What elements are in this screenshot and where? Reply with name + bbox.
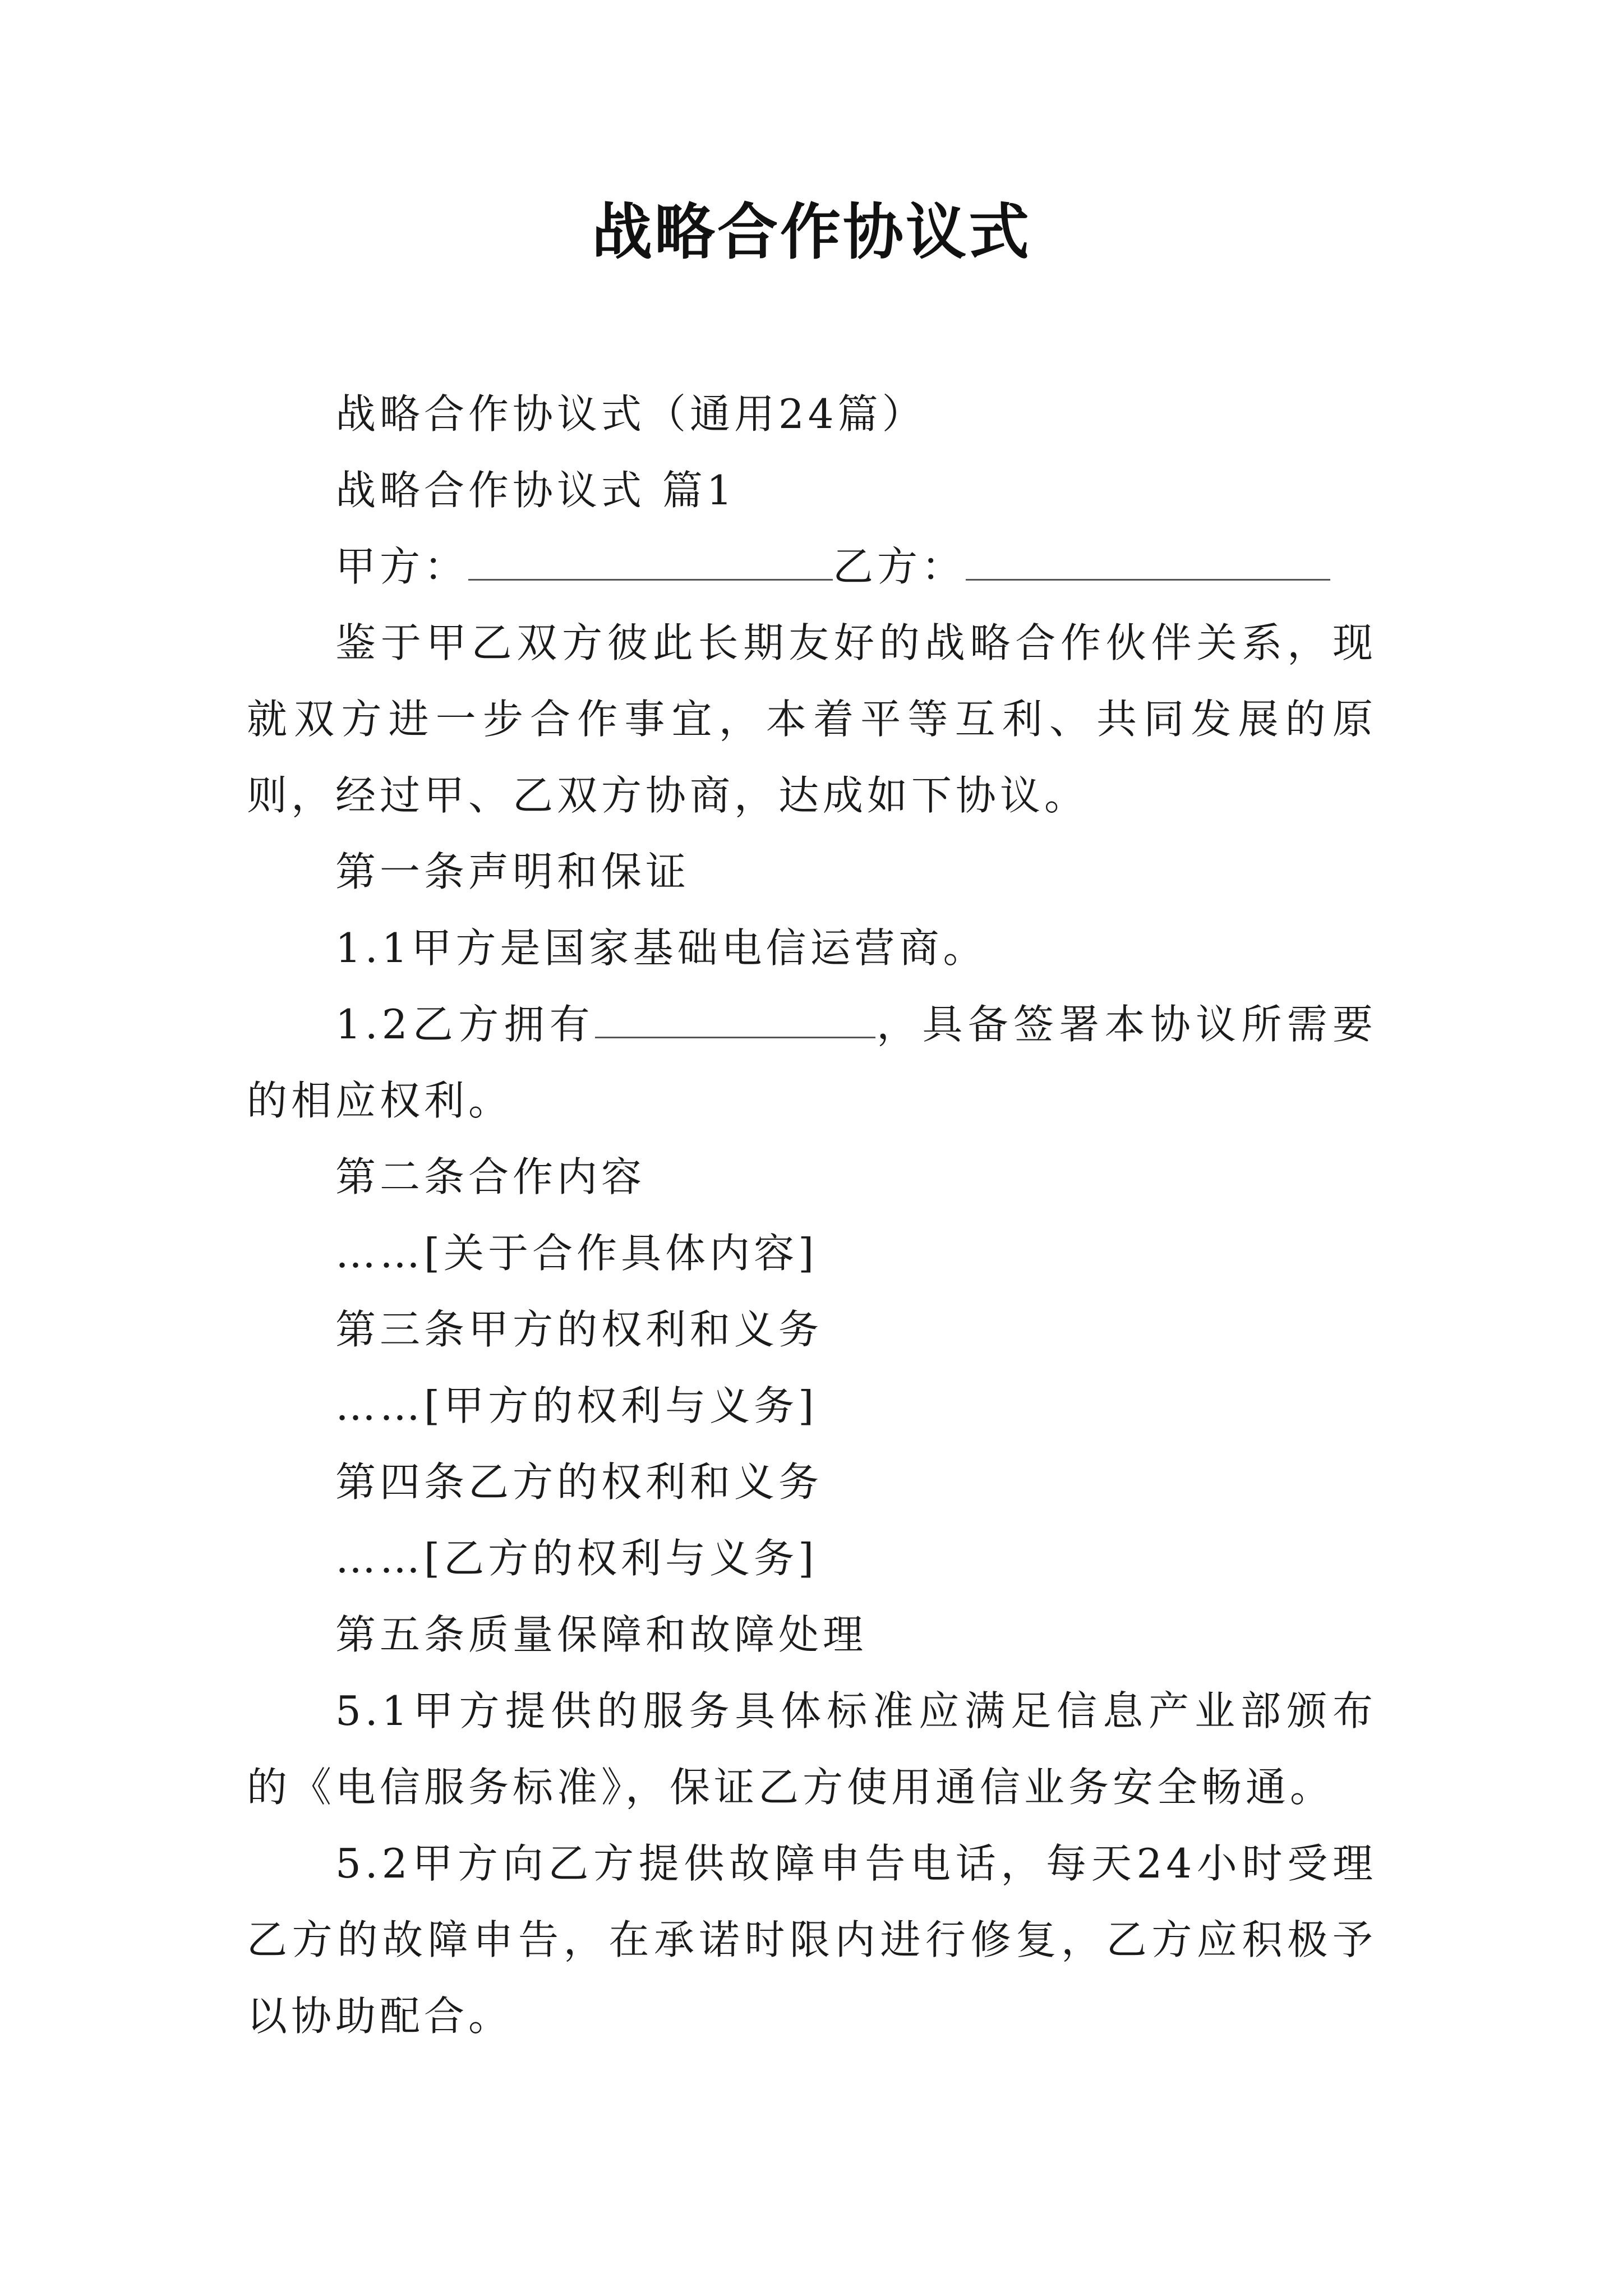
party-a-label: 甲方： — [335, 543, 469, 590]
clause-2-body: ……[关于合作具体内容] — [335, 1230, 818, 1277]
clause-1-2-suffix: ，具备签署本协议所需要的相应权利。 — [247, 1001, 1377, 1124]
clause-1-2 — [247, 986, 1377, 1139]
document-body — [247, 376, 1377, 2054]
clause-1-title: 第一条声明和保证 — [335, 848, 690, 895]
party-a-blank — [468, 528, 833, 581]
clause-5-2: 5.2甲方向乙方提供故障申告电话，每天24小时受理乙方的故障申告，在承诺时限内进行修复，乙方应积极予以协助配合。 — [247, 1840, 1377, 2040]
clause-3-body: ……[甲方的权利与义务] — [335, 1382, 818, 1429]
clause-4-title: 第四条乙方的权利和义务 — [335, 1458, 823, 1506]
clause-1-2-blank — [595, 986, 875, 1038]
clause-2-title: 第二条合作内容 — [335, 1153, 646, 1200]
article-heading: 战略合作协议式 篇1 — [335, 467, 736, 514]
party-b-blank — [966, 528, 1330, 581]
clause-5-1: 5.1甲方提供的服务具体标准应满足信息产业部颁布的《电信服务标准》，保证乙方使用通信业务安全畅通。 — [247, 1687, 1377, 1811]
party-b-label: 乙方： — [833, 543, 966, 590]
clause-4-body: ……[乙方的权利与义务] — [335, 1535, 818, 1582]
intro-paragraph: 鉴于甲乙双方彼此长期友好的战略合作伙伴关系，现就双方进一步合作事宜，本着平等互利、共同发展的原则，经过甲、乙双方协商，达成如下协议。 — [247, 619, 1377, 819]
clause-1-1: 1.1甲方是国家基础电信运营商。 — [335, 924, 988, 972]
parties-line — [247, 528, 1377, 605]
clause-5-title: 第五条质量保障和故障处理 — [335, 1611, 868, 1658]
clause-1-2-prefix: 1.2乙方拥有 — [335, 1001, 595, 1048]
document-title: 战略合作协议式 — [591, 197, 1031, 268]
clause-3-title: 第三条甲方的权利和义务 — [335, 1306, 823, 1353]
document-subtitle: 战略合作协议式（通用24篇） — [335, 390, 926, 438]
